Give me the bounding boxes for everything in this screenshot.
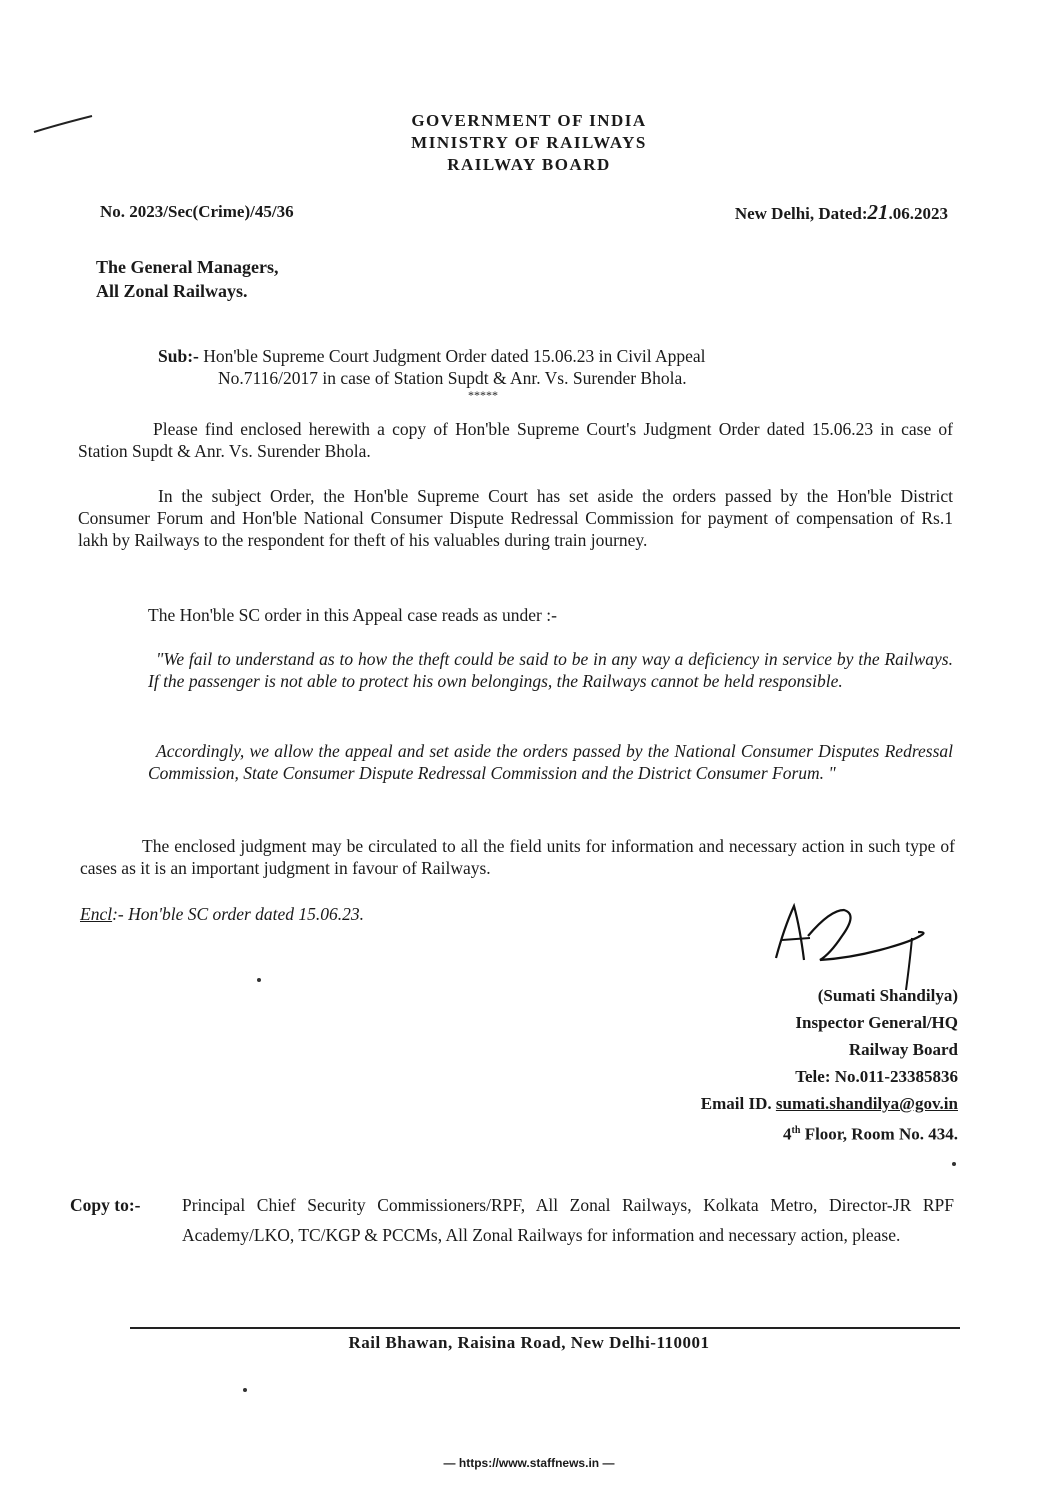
watermark-line [0,1456,1058,1470]
subject [158,345,888,401]
scan-speck [257,978,261,982]
addressee-line2: All Zonal Railways. [96,281,248,301]
watermark-dash-left: — [443,1456,459,1470]
footer-divider [130,1327,960,1329]
enclosure-text: :- Hon'ble SC order dated 15.06.23. [112,904,365,924]
date-handwritten: 21 [867,200,889,224]
quote-paragraph-2: Accordingly, we allow the appeal and set aside the orders passed by the National Consumer Disputes Redressal Commission, State Consumer Dispute Redressal Commission and the District Consumer Forum. " [148,741,953,783]
letterhead-government: GOVERNMENT OF INDIA [411,111,647,130]
enclosure [80,904,364,925]
date-suffix: .06.2023 [888,204,948,223]
watermark-url[interactable]: https://www.staffnews.in [458,1456,600,1470]
signatory-name: (Sumati Shandilya) [817,986,958,1005]
subject-stars: ***** [468,388,498,402]
addressee [96,255,278,303]
floor-room: Floor, Room No. 434. [800,1124,958,1144]
floor-suffix: th [791,1125,801,1136]
signatory-designation: Inspector General/HQ [795,1013,958,1032]
footer-address: Rail Bhawan, Raisina Road, New Delhi-110001 [348,1333,710,1352]
email-label: Email ID. [700,1094,772,1113]
subject-line2: No.7116/2017 in case of Station Supdt & Anr. Vs. Surender Bhola. [218,368,687,388]
watermark-dash-right: — [599,1456,615,1470]
copy-to [70,1190,958,1250]
body-paragraph-2: In the subject Order, the Hon'ble Supreme Court has set aside the orders passed by the Hon'ble District Consumer Forum and Hon'ble National Consumer Dispute Redressal Commission for payment of compensation of Rs.1 lakh by Railways to the respondent for theft of his valuables during train journey. [78,486,953,550]
email-address[interactable]: sumati.shandilya@gov.in [775,1094,958,1113]
scan-speck [243,1388,247,1392]
signatory-tele: Tele: No.011-23385836 [795,1067,958,1086]
date-prefix: New Delhi, Dated: [734,204,868,223]
reference-number: No. 2023/Sec(Crime)/45/36 [100,202,294,221]
signatory-floor [701,1117,958,1148]
letter-date [735,200,948,225]
signatory-email-line [701,1090,958,1117]
letterhead-board: RAILWAY BOARD [447,155,611,174]
handwritten-signature [770,898,940,993]
subject-line1: Hon'ble Supreme Court Judgment Order dated 15.06.23 in Civil Appeal [203,346,706,366]
addressee-line1: The General Managers, [96,257,279,277]
subject-label: Sub:- [158,346,199,366]
signatory-office: Railway Board [848,1040,958,1059]
scan-speck [952,1162,956,1166]
body-paragraph-3: The Hon'ble SC order in this Appeal case reads as under :- [148,605,557,625]
quote-paragraph-1: "We fail to understand as to how the theft could be said to be in any way a deficiency in service by the Railways. If the passenger is not able to protect his own belongings, the Railways cannot be held responsible. [148,649,953,691]
body-paragraph-1: Please find enclosed herewith a copy of Hon'ble Supreme Court's Judgment Order dated 15.06.23 in case of Station Supdt & Anr. Vs. Surender Bhola. [78,419,953,461]
copy-to-text: Principal Chief Security Commissioners/RPF, All Zonal Railways, Kolkata Metro, Director-JR RPF Academy/LKO, TC/KGP & PCCMs, All Zonal Railways for information and necessary action, please. [182,1195,954,1245]
floor-number: 4 [783,1124,792,1144]
letterhead-ministry: MINISTRY OF RAILWAYS [411,133,647,152]
body-paragraph-4: The enclosed judgment may be circulated to all the field units for information and necessary action in such type of cases as it is an important judgment in favour of Railways. [80,836,955,878]
copy-to-label: Copy to:- [70,1195,141,1215]
enclosure-label: Encl [80,904,113,924]
signatory-block [701,982,958,1148]
letterhead [0,110,1058,176]
